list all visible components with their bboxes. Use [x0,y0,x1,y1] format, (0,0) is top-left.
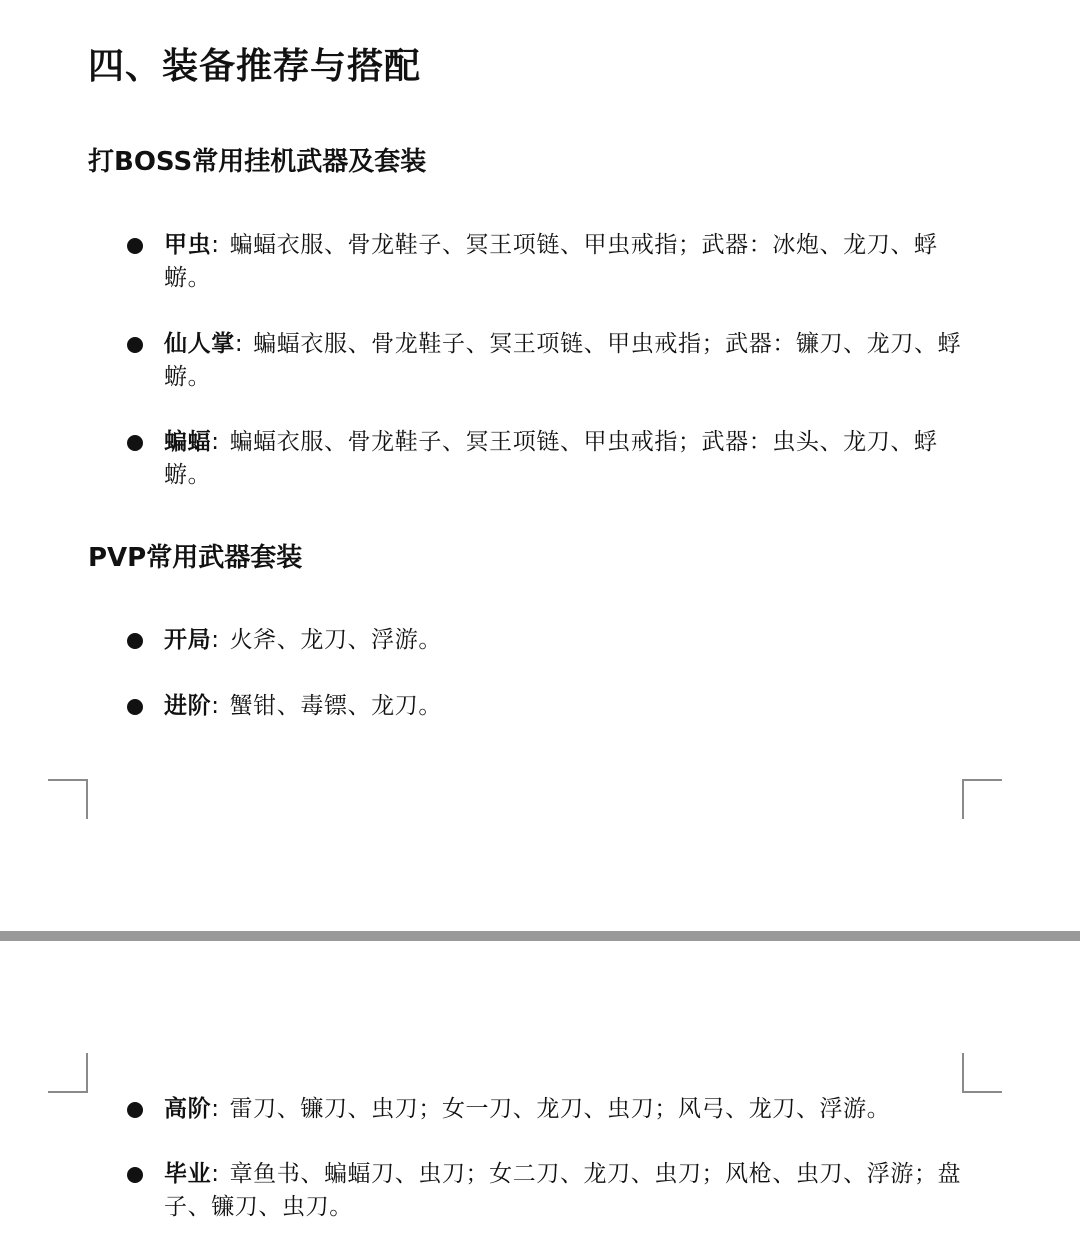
item-term: 高阶 [164,1096,212,1122]
bullet-icon [127,238,143,254]
item-text: 蝙蝠衣服、骨龙鞋子、冥王项链、甲虫戒指；武器：冰炮、龙刀、蜉蝣。 [164,232,938,291]
bullet-icon [127,1102,143,1118]
item-separator: : [211,1161,220,1187]
page-break [0,931,1080,941]
item-term: 开局 [164,627,212,653]
list-item-endgame [164,1158,964,1224]
list-item-opening [164,624,964,657]
crop-mark-top-right [962,779,1002,819]
bullet-icon [127,1167,143,1183]
bullet-icon [127,699,143,715]
section-heading-pvp: PVP常用武器套装 [88,543,303,573]
item-separator: : [211,429,220,455]
item-text: 雷刀、镰刀、虫刀；女一刀、龙刀、虫刀；风弓、龙刀、浮游。 [229,1096,891,1122]
list-item-cactus [164,328,964,394]
list-item-high-tier [164,1093,964,1126]
page-title: 四、装备推荐与搭配 [88,46,422,87]
item-term: 蝙蝠 [164,429,212,455]
bullet-icon [127,337,143,353]
item-term: 毕业 [164,1161,212,1187]
item-term: 进阶 [164,693,212,719]
list-item-advanced [164,690,964,723]
item-text: 章鱼书、蝙蝠刀、虫刀；女二刀、龙刀、虫刀；风枪、虫刀、浮游；盘子、镰刀、虫刀。 [164,1161,962,1220]
item-text: 蟹钳、毒镖、龙刀。 [229,693,442,719]
list-item-beetle [164,229,964,295]
section-heading-boss: 打BOSS常用挂机武器及套装 [88,147,427,177]
crop-mark-top-left [48,779,88,819]
item-separator: : [211,1096,220,1122]
item-text: 蝙蝠衣服、骨龙鞋子、冥王项链、甲虫戒指；武器：虫头、龙刀、蜉蝣。 [164,429,938,488]
bullet-icon [127,633,143,649]
item-separator: : [234,331,244,357]
list-item-bat [164,426,964,492]
crop-mark-bottom-left [48,1053,88,1093]
item-separator: : [211,693,220,719]
item-text: 蝙蝠衣服、骨龙鞋子、冥王项链、甲虫戒指；武器：镰刀、龙刀、蜉蝣。 [164,331,962,390]
crop-mark-bottom-right [962,1053,1002,1093]
item-term: 仙人掌 [164,331,235,357]
item-separator: : [211,627,220,653]
item-term: 甲虫 [164,232,212,258]
item-text: 火斧、龙刀、浮游。 [229,627,442,653]
item-separator: : [211,232,220,258]
bullet-icon [127,435,143,451]
